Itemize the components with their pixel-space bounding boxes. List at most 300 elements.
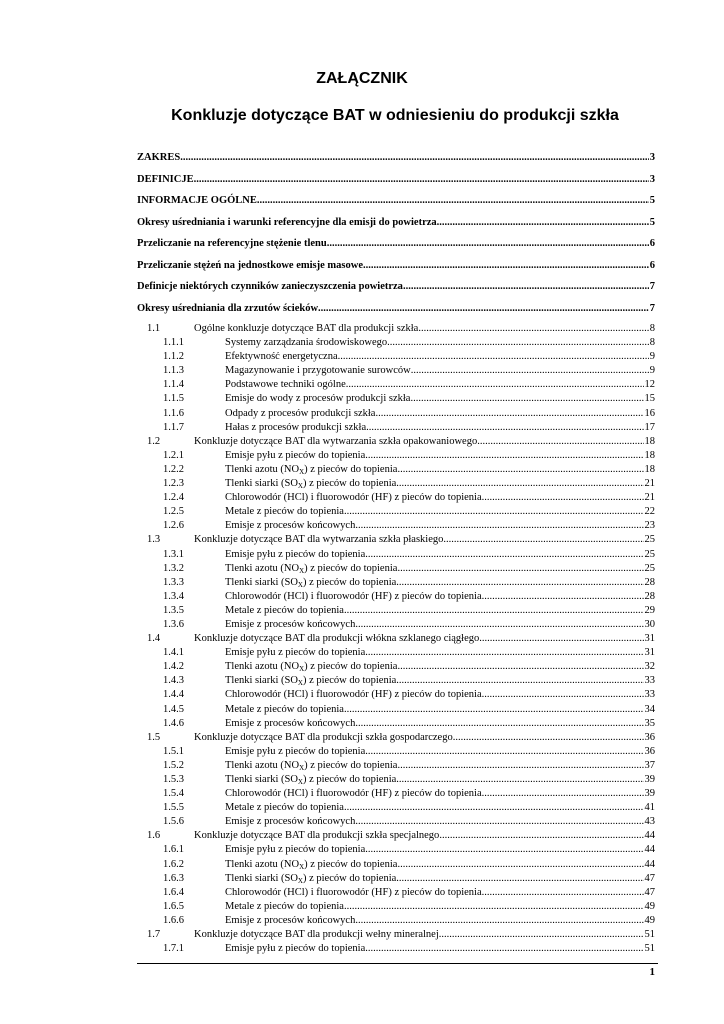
toc-leader-dots <box>397 858 643 872</box>
toc-entry-page: 41 <box>644 802 655 814</box>
toc-entry-title-rest: ) z pieców do topienia <box>304 759 398 771</box>
toc-entry-page: 18 <box>644 449 655 461</box>
toc-entry-title-rest: ) z pieców do topienia <box>304 661 398 673</box>
toc-entry-page: 6 <box>649 259 655 271</box>
toc-entry-page: 23 <box>644 520 655 532</box>
toc-entry-page: 44 <box>644 830 655 842</box>
toc-entry-title-text: Metale z pieców do topienia <box>225 802 344 814</box>
toc-entry-page: 15 <box>644 393 655 405</box>
toc-main-entry[interactable] <box>137 258 655 280</box>
toc-leader-dots <box>344 604 644 618</box>
toc-entry-number: 1.1.3 <box>163 365 184 377</box>
toc-entry-page: 29 <box>644 604 655 616</box>
toc-leader-dots <box>396 773 643 787</box>
toc-leader-dots <box>355 618 643 632</box>
toc-entry-page: 9 <box>649 351 655 363</box>
toc-subsection-entry[interactable] <box>137 477 655 491</box>
toc-entry-page: 39 <box>644 774 655 785</box>
toc-entry-title-text: Emisje z procesów końcowych <box>225 914 356 926</box>
toc-entry-title-text: Systemy zarządzania środowiskowego <box>225 337 388 349</box>
toc-entry-title <box>225 646 365 660</box>
toc-subsection-entry[interactable] <box>137 886 655 900</box>
toc-entry-title <box>225 407 375 421</box>
toc-entry-page: 7 <box>649 302 655 314</box>
toc-subsection-entry[interactable] <box>137 421 655 435</box>
toc-entry-page: 17 <box>644 421 655 433</box>
toc-entry-title: INFORMACJE OGÓLNE <box>137 195 257 206</box>
toc-subsection-entry[interactable] <box>137 505 655 519</box>
toc-subsection-entry[interactable] <box>137 548 655 562</box>
toc-entry-title <box>225 717 355 731</box>
toc-entry-title-rest: ) z pieców do topienia <box>304 858 398 870</box>
toc-entry-number: 1.4.3 <box>163 675 184 687</box>
toc-entry-page: 49 <box>644 914 655 926</box>
toc-entry-page: 21 <box>644 478 655 490</box>
toc-leader-dots <box>453 731 644 745</box>
toc-entry-page: 28 <box>644 576 655 588</box>
toc-entry-number: 1.3 <box>147 534 161 546</box>
toc-entry-number: 1.4.2 <box>163 661 184 673</box>
toc-leader-dots <box>396 674 643 688</box>
toc-entry-page: 31 <box>644 647 655 659</box>
toc-entry-title-text: Ogólne konkluzje dotyczące BAT dla produkcji szkła <box>194 323 419 334</box>
toc-entry-subscript: X <box>299 763 305 772</box>
toc-entry-page: 28 <box>644 590 655 602</box>
toc-entry-number: 1.6.2 <box>163 858 184 870</box>
toc-entry-title-text: Konkluzje dotyczące BAT dla produkcji szkła gospodarczego <box>194 731 453 743</box>
toc-main-entry[interactable] <box>137 172 655 194</box>
toc-entry-page: 25 <box>644 534 655 546</box>
toc-entry-number: 1.1.7 <box>163 421 184 433</box>
toc-leader-dots <box>355 914 643 928</box>
toc-subsection-entry[interactable] <box>137 688 655 702</box>
toc-leader-dots <box>437 215 649 230</box>
toc-entry-title-text: Konkluzje dotyczące BAT dla produkcji szkła specjalnego <box>194 830 440 842</box>
toc-entry-title <box>225 759 397 773</box>
toc-entry-number: 1.5.2 <box>163 759 184 771</box>
toc-leader-dots <box>338 350 649 364</box>
toc-section-entry[interactable] <box>137 533 655 547</box>
toc-leader-dots <box>363 258 649 273</box>
toc-leader-dots <box>366 421 643 435</box>
toc-entry-title-text: Efektywność energetyczna <box>225 351 338 363</box>
toc-leader-dots <box>387 336 649 350</box>
toc-entry-page: 7 <box>649 281 655 292</box>
toc-leader-dots <box>365 942 643 956</box>
toc-entry-title <box>225 421 366 435</box>
toc-entry-page: 33 <box>644 689 655 701</box>
toc-subsection-entry[interactable] <box>137 646 655 660</box>
toc-entry-page: 49 <box>644 900 655 912</box>
toc-entry-number: 1.6.5 <box>163 900 184 912</box>
toc-entry-title <box>225 463 397 477</box>
toc-entry-title <box>194 632 479 646</box>
toc-entry-title-text: Chlorowodór (HCl) i fluorowodór (HF) z pieców do topienia <box>225 886 482 898</box>
toc-entry-title-rest: ) z pieców do topienia <box>304 562 398 574</box>
toc-entry-title-text: Konkluzje dotyczące BAT dla produkcji włókna szklanego ciągłego <box>194 633 480 645</box>
toc-subsection-entry[interactable] <box>137 336 655 350</box>
toc-entry-title <box>194 928 439 942</box>
toc-subsection-entry[interactable] <box>137 942 655 956</box>
toc-entry-title-text: Emisje pyłu z pieców do topienia <box>225 548 366 560</box>
toc-entry-page: 18 <box>644 463 655 475</box>
toc-subsection-entry[interactable] <box>137 745 655 759</box>
toc-entry-number: 1.5.4 <box>163 788 184 800</box>
toc-entry-number: 1.3.4 <box>163 590 184 602</box>
toc-entry-number: 1.3.2 <box>163 562 184 574</box>
toc-entry-page: 36 <box>644 731 655 743</box>
toc-entry-page: 25 <box>644 562 655 574</box>
toc-entry-title <box>225 604 344 618</box>
toc-entry-title-text: Emisje pyłu z pieców do topienia <box>225 745 366 757</box>
toc-entry-page: 39 <box>644 788 655 800</box>
toc-entry-number: 1.6 <box>147 830 161 842</box>
toc-entry-title-text: Metale z pieców do topienia <box>225 604 344 616</box>
toc-entry-title: Okresy uśredniania dla zrzutów ścieków <box>137 302 319 314</box>
toc-leader-dots <box>397 759 643 773</box>
toc-main-entry[interactable] <box>137 301 655 323</box>
toc-entry-title: Przeliczanie na referencyjne stężenie tlenu <box>137 238 327 249</box>
toc-entry-title <box>225 688 482 702</box>
toc-entry-title-text: Podstawowe techniki ogólne <box>225 379 346 391</box>
toc-leader-dots <box>403 279 649 294</box>
toc-subsection-entry[interactable] <box>137 787 655 801</box>
toc-entry-title-text: Chlorowodór (HCl) i fluorowodór (HF) z pieców do topienia <box>225 492 482 504</box>
toc-entry-title <box>225 364 411 378</box>
toc-subsection-entry[interactable] <box>137 914 655 928</box>
page-number: 1 <box>649 966 655 978</box>
toc-subsection-entry[interactable] <box>137 858 655 872</box>
toc-leader-dots <box>482 491 644 505</box>
toc-entry-subscript: X <box>299 862 305 871</box>
toc-entry-title <box>225 703 344 717</box>
toc-subsection-entry[interactable] <box>137 815 655 829</box>
toc-subsection-entry[interactable] <box>137 618 655 632</box>
toc-entry-number: 1.4 <box>147 633 161 645</box>
toc-entry-title-rest: ) z pieców do topienia <box>302 478 397 490</box>
toc-entry-title-text: Tlenki siarki (SO <box>225 478 298 490</box>
toc-leader-dots <box>365 843 643 857</box>
toc-subsection-entry[interactable] <box>137 801 655 815</box>
toc-subsection-entry[interactable] <box>137 519 655 533</box>
toc-entry-number: 1.5.3 <box>163 774 184 785</box>
toc-entry-title-text: Odpady z procesów produkcji szkła <box>225 407 376 419</box>
toc-entry-number: 1.2.5 <box>163 506 184 518</box>
toc-entry-page: 47 <box>644 872 655 884</box>
toc-subsection-entry[interactable] <box>137 350 655 364</box>
toc-entry-subscript: X <box>297 482 303 491</box>
toc-entry-title <box>225 942 365 956</box>
toc-entry-title-text: Tlenki azotu (NO <box>225 562 300 574</box>
toc-main-entry[interactable] <box>137 215 655 237</box>
toc-entry-number: 1.4.5 <box>163 703 184 715</box>
toc-entry-title <box>225 378 346 392</box>
toc-entry-title-text: Metale z pieców do topienia <box>225 506 344 518</box>
toc-subsection-entry[interactable] <box>137 562 655 576</box>
toc-entry-number: 1.6.1 <box>163 844 184 856</box>
toc-entry-number: 1.5.1 <box>163 745 184 757</box>
toc-entry-page: 32 <box>644 661 655 673</box>
toc-entry-page: 5 <box>649 216 655 228</box>
toc-entry-title: ZAKRES <box>137 152 181 163</box>
toc-subsection-entry[interactable] <box>137 590 655 604</box>
toc-subsection-entry[interactable] <box>137 364 655 378</box>
toc-subsection-entry[interactable] <box>137 703 655 717</box>
toc-leader-dots <box>397 562 643 576</box>
toc-entry-title <box>225 660 397 674</box>
toc-leader-dots <box>439 829 643 843</box>
toc-entry-number: 1.3.6 <box>163 618 184 630</box>
toc-entry-title-text: Tlenki siarki (SO <box>225 675 298 687</box>
toc-entry-subscript: X <box>297 580 303 589</box>
toc-leader-dots <box>411 364 649 378</box>
toc-entry-number: 1.2.4 <box>163 492 184 504</box>
toc-leader-dots <box>482 688 644 702</box>
toc-entry-title-text: Tlenki siarki (SO <box>225 774 298 785</box>
toc-entry-page: 16 <box>644 407 655 419</box>
toc-leader-dots <box>355 717 643 731</box>
toc-entry-subscript: X <box>299 467 305 476</box>
toc-entry-title: Okresy uśredniania i warunki referencyjne dla emisji do powietrza <box>137 216 437 228</box>
toc-entry-page: 5 <box>649 195 655 206</box>
toc-section-entry[interactable] <box>137 928 655 942</box>
toc-entry-number: 1.4.4 <box>163 689 184 701</box>
toc-entry-title-text: Emisje pyłu z pieców do topienia <box>225 844 366 856</box>
toc-entry-title-rest: ) z pieców do topienia <box>302 675 397 687</box>
toc-entry-number: 1.1.6 <box>163 407 184 419</box>
toc-entry-title <box>225 773 396 787</box>
toc-entry-title-text: Metale z pieców do topienia <box>225 900 344 912</box>
toc-entry-number: 1.5.5 <box>163 802 184 814</box>
toc-entry-page: 33 <box>644 675 655 687</box>
toc-entry-title <box>194 731 453 745</box>
toc-entry-number: 1.7.1 <box>163 943 184 955</box>
toc-entry-title-text: Tlenki siarki (SO <box>225 576 298 588</box>
toc-entry-page: 44 <box>644 858 655 870</box>
toc-entry-title <box>225 562 397 576</box>
toc-subsection-entry[interactable] <box>137 392 655 406</box>
toc-entry-page: 3 <box>649 152 655 163</box>
toc-entry-page: 6 <box>649 238 655 249</box>
toc-entry-number: 1.4.6 <box>163 717 184 729</box>
toc-entry-page: 36 <box>644 745 655 757</box>
toc-entry-title <box>225 449 365 463</box>
toc-entry-title <box>225 392 410 406</box>
toc-leader-dots <box>355 815 643 829</box>
toc-leader-dots <box>365 548 643 562</box>
toc-leader-dots <box>443 533 643 547</box>
toc-entry-title-rest: ) z pieców do topienia <box>302 872 397 884</box>
toc-entry-page: 51 <box>644 929 655 941</box>
toc-entry-title <box>225 886 482 900</box>
toc-subsection-entry[interactable] <box>137 773 655 787</box>
toc-entry-title-text: Tlenki azotu (NO <box>225 858 300 870</box>
toc-main-entry[interactable] <box>137 150 655 172</box>
toc-subsection-entry[interactable] <box>137 717 655 731</box>
toc-subsection-entry[interactable] <box>137 759 655 773</box>
toc-leader-dots <box>418 322 648 336</box>
toc-leader-dots <box>318 301 649 316</box>
toc-entry-title-rest: ) z pieców do topienia <box>302 576 397 588</box>
toc-entry-number: 1.2.3 <box>163 478 184 490</box>
toc-leader-dots <box>482 886 644 900</box>
toc-entry-subscript: X <box>297 876 303 885</box>
toc-entry-subscript: X <box>297 778 303 786</box>
toc-entry-number: 1.1.4 <box>163 379 184 391</box>
toc-entry-title <box>225 491 482 505</box>
table-of-contents <box>137 150 655 956</box>
toc-subsection-entry[interactable] <box>137 449 655 463</box>
toc-leader-dots <box>365 449 643 463</box>
toc-entry-title-text: Chlorowodór (HCl) i fluorowodór (HF) z pieców do topienia <box>225 788 482 800</box>
toc-entry-title <box>225 900 344 914</box>
toc-entry-page: 8 <box>649 337 655 349</box>
toc-entry-title: Definicje niektórych czynników zanieczyszczenia powietrza <box>137 281 403 292</box>
toc-entry-title-text: Konkluzje dotyczące BAT dla produkcji wełny mineralnej <box>194 929 439 941</box>
toc-leader-dots <box>194 172 649 187</box>
toc-entry-number: 1.1.1 <box>163 337 184 349</box>
toc-entry-title <box>225 590 482 604</box>
toc-leader-dots <box>397 463 643 477</box>
toc-leader-dots <box>397 660 643 674</box>
toc-entry-page: 25 <box>644 548 655 560</box>
toc-entry-subscript: X <box>297 679 303 688</box>
toc-entry-number: 1.6.4 <box>163 886 184 898</box>
toc-entry-title <box>225 519 355 533</box>
toc-entry-title: Przeliczanie stężeń na jednostkowe emisje masowe <box>137 259 363 271</box>
toc-entry-title-text: Konkluzje dotyczące BAT dla wytwarzania szkła opakowaniowego <box>194 435 478 447</box>
toc-entry-page: 34 <box>644 703 655 715</box>
toc-entry-page: 43 <box>644 816 655 828</box>
toc-leader-dots <box>375 407 643 421</box>
toc-entry-page: 22 <box>644 506 655 518</box>
toc-entry-title-text: Emisje z procesów końcowych <box>225 520 356 532</box>
toc-entry-page: 21 <box>644 492 655 504</box>
toc-entry-title-text: Magazynowanie i przygotowanie surowców <box>225 365 411 377</box>
toc-entry-number: 1.6.3 <box>163 872 184 884</box>
toc-entry-page: 30 <box>644 618 655 630</box>
toc-leader-dots <box>180 150 649 165</box>
toc-entry-title <box>225 745 365 759</box>
toc-main-entry[interactable] <box>137 193 655 215</box>
toc-section-entry[interactable] <box>137 632 655 646</box>
toc-entry-title <box>194 435 477 449</box>
document-subtitle: Konkluzje dotyczące BAT w odniesieniu do produkcji szkła <box>171 107 619 124</box>
toc-entry-title-rest: ) z pieców do topienia <box>304 463 398 475</box>
toc-entry-number: 1.5.6 <box>163 816 184 828</box>
toc-section-entry[interactable] <box>137 829 655 843</box>
toc-subsection-entry[interactable] <box>137 674 655 688</box>
toc-entry-page: 3 <box>649 173 655 185</box>
toc-entry-number: 1.1.2 <box>163 351 184 363</box>
toc-entry-title <box>225 505 344 519</box>
toc-entry-title <box>225 576 396 590</box>
toc-leader-dots <box>344 801 644 815</box>
toc-leader-dots <box>477 435 643 449</box>
toc-entry-page: 18 <box>644 435 655 447</box>
toc-entry-number: 1.3.1 <box>163 548 184 560</box>
toc-entry-page: 44 <box>644 844 655 856</box>
toc-leader-dots <box>396 576 643 590</box>
toc-leader-dots <box>482 590 644 604</box>
toc-entry-number: 1.1 <box>147 323 161 334</box>
toc-entry-title <box>194 322 418 336</box>
toc-subsection-entry[interactable] <box>137 604 655 618</box>
toc-entry-title <box>225 914 355 928</box>
toc-entry-title-text: Tlenki siarki (SO <box>225 872 298 884</box>
toc-entry-number: 1.2.2 <box>163 463 184 475</box>
page-title: ZAŁĄCZNIK <box>316 70 408 87</box>
toc-subsection-entry[interactable] <box>137 900 655 914</box>
toc-entry-title-text: Emisje z procesów końcowych <box>225 618 356 630</box>
toc-entry-title-text: Emisje do wody z procesów produkcji szkła <box>225 393 411 405</box>
toc-entry-title-text: Emisje z procesów końcowych <box>225 717 356 729</box>
toc-entry-subscript: X <box>299 566 305 575</box>
toc-leader-dots <box>344 703 644 717</box>
toc-entry-number: 1.2.6 <box>163 520 184 532</box>
toc-entry-title: DEFINICJE <box>137 173 194 185</box>
toc-leader-dots <box>365 646 643 660</box>
toc-subsection-entry[interactable] <box>137 378 655 392</box>
toc-entry-title <box>225 674 396 688</box>
toc-entry-title-rest: ) z pieców do topienia <box>302 774 397 785</box>
toc-entry-subscript: X <box>299 665 305 674</box>
toc-entry-page: 12 <box>644 379 655 391</box>
toc-entry-title <box>225 787 482 801</box>
toc-leader-dots <box>482 787 644 801</box>
toc-entry-title <box>194 829 439 843</box>
toc-subsection-entry[interactable] <box>137 660 655 674</box>
toc-subsection-entry[interactable] <box>137 463 655 477</box>
toc-entry-number: 1.4.1 <box>163 647 184 659</box>
toc-entry-title <box>225 350 338 364</box>
toc-entry-title <box>225 843 365 857</box>
footer-rule <box>137 963 658 964</box>
toc-subsection-entry[interactable] <box>137 872 655 886</box>
toc-leader-dots <box>396 872 643 886</box>
toc-leader-dots <box>346 378 644 392</box>
toc-subsection-entry[interactable] <box>137 843 655 857</box>
toc-entry-page: 8 <box>649 323 655 334</box>
toc-main-entry[interactable] <box>137 279 655 301</box>
toc-subsection-entry[interactable] <box>137 491 655 505</box>
toc-entry-title-text: Tlenki azotu (NO <box>225 463 300 475</box>
toc-entry-title-text: Emisje pyłu z pieców do topienia <box>225 943 366 955</box>
toc-section-entry[interactable] <box>137 435 655 449</box>
toc-entry-number: 1.1.5 <box>163 393 184 405</box>
toc-entry-title-text: Chlorowodór (HCl) i fluorowodór (HF) z pieców do topienia <box>225 590 482 602</box>
toc-entry-number: 1.3.3 <box>163 576 184 588</box>
toc-entry-title <box>225 815 355 829</box>
toc-section-entry[interactable] <box>137 322 655 336</box>
toc-entry-page: 35 <box>644 717 655 729</box>
toc-subsection-entry[interactable] <box>137 407 655 421</box>
toc-main-entry[interactable] <box>137 236 655 258</box>
toc-entry-number: 1.2 <box>147 435 161 447</box>
toc-leader-dots <box>410 392 643 406</box>
toc-entry-title <box>225 872 396 886</box>
toc-entry-title-text: Chlorowodór (HCl) i fluorowodór (HF) z pieców do topienia <box>225 689 482 701</box>
toc-leader-dots <box>344 505 644 519</box>
toc-subsection-entry[interactable] <box>137 576 655 590</box>
toc-section-entry[interactable] <box>137 731 655 745</box>
toc-entry-title-text: Emisje pyłu z pieców do topienia <box>225 449 366 461</box>
toc-entry-number: 1.7 <box>147 929 161 941</box>
toc-entry-title <box>225 548 365 562</box>
toc-entry-page: 31 <box>644 633 655 645</box>
toc-leader-dots <box>439 928 644 942</box>
toc-entry-title <box>194 533 443 547</box>
